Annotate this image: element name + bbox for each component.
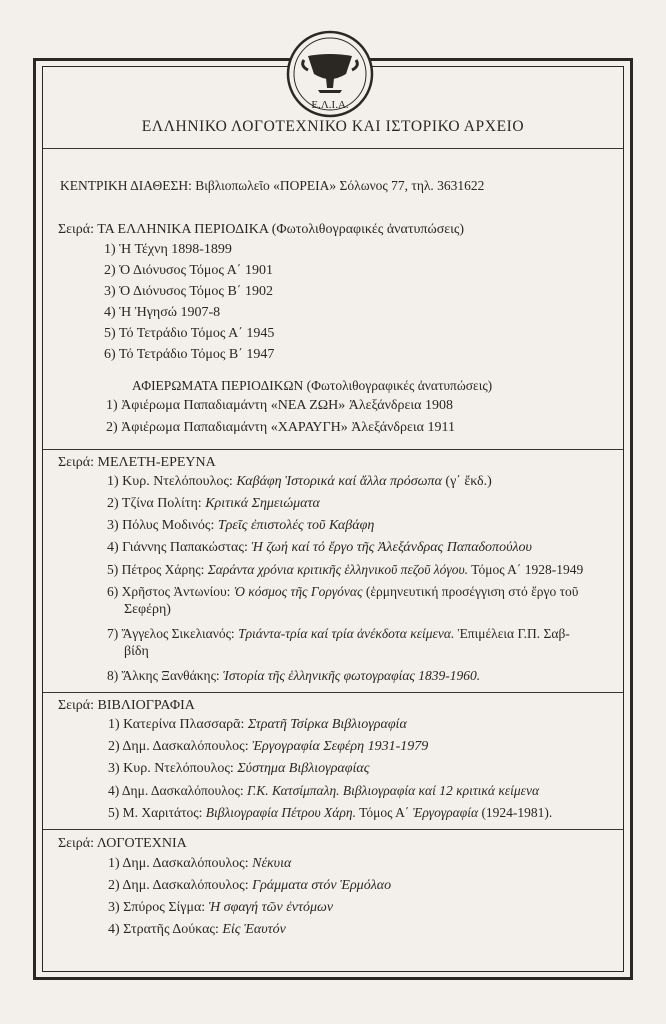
- series-bibliography-heading: Σειρά: ΒΙΒΛΙΟΓΡΑΦΙΑ: [58, 698, 195, 713]
- emblem-label: Ε.Λ.Ι.Α.: [311, 99, 349, 111]
- list-item-continuation: βίδη: [124, 644, 149, 659]
- list-item: 3) Πόλυς Μοδινός: Τρεῖς ἐπιστολές τοῦ Καβάφη: [107, 518, 375, 533]
- list-item: 1) Δημ. Δασκαλόπουλος: Νέκυια: [108, 856, 292, 871]
- page-title: ΕΛΛΗΝΙΚΟ ΛΟΓΟΤΕΧΝΙΚΟ ΚΑΙ ΙΣΤΟΡΙΚΟ ΑΡΧΕΙΟ: [141, 118, 525, 135]
- tributes-subheading: ΑΦΙΕΡΩΜΑΤΑ ΠΕΡΙΟΔΙΚΩΝ (Φωτολιθογραφικές ἀνατυπώσεις): [132, 378, 493, 393]
- section-divider: [43, 829, 623, 830]
- list-item: 2) Ἀφιέρωμα Παπαδιαμάντη «ΧΑΡΑΥΓΗ» Ἀλεξάνδρεια 1911: [106, 420, 455, 435]
- list-item: 1) Ἀφιέρωμα Παπαδιαμάντη «ΝΕΑ ΖΩΗ» Ἀλεξάνδρεια 1908: [106, 398, 453, 413]
- series-literature-heading: Σειρά: ΛΟΓΟΤΕΧΝΙΑ: [58, 836, 187, 851]
- list-item: 5) Πέτρος Χάρης: Σαράντα χρόνια κριτικῆς ἑλληνικοῦ πεζοῦ λόγου. Τόμος Α΄ 1928-1949: [107, 562, 584, 577]
- list-item: 2) Δημ. Δασκαλόπουλος: Γράμματα στόν Ἑρμόλαο: [108, 878, 392, 893]
- list-item: 2) Ὁ Διόνυσος Τόμος Α΄ 1901: [104, 263, 273, 278]
- list-item: 3) Ὁ Διόνυσος Τόμος Β΄ 1902: [104, 284, 273, 299]
- elia-emblem-icon: [286, 30, 374, 118]
- list-item: 7) Ἄγγελος Σικελιανός: Τριάντα-τρία καί τρία ἀνέκδοτα κείμενα. Ἐπιμέλεια Γ.Π. Σαβ-: [107, 626, 570, 641]
- list-item: 4) Δημ. Δασκαλόπουλος: Γ.Κ. Κατσίμπαλη. Βιβλιογραφία καί 12 κριτικά κείμενα: [108, 783, 540, 798]
- title-divider: [43, 148, 623, 149]
- section-divider: [43, 449, 623, 450]
- list-item: 4) Γιάννης Παπακώστας: Ἡ ζωή καί τό ἔργο τῆς Ἀλεξάνδρας Παπαδοπούλου: [107, 540, 532, 555]
- list-item: 3) Κυρ. Ντελόπουλος: Σύστημα Βιβλιογραφίας: [108, 761, 370, 776]
- distribution-line: ΚΕΝΤΡΙΚΗ ΔΙΑΘΕΣΗ: Βιβλιοπωλεῖο «ΠΟΡΕΙΑ» Σόλωνος 77, τηλ. 3631622: [60, 178, 485, 193]
- list-item: 6) Χρῆστος Ἀντωνίου: Ὁ κόσμος τῆς Γοργόνας (ἑρμηνευτική προσέγγιση στό ἔργο τοῦ: [107, 584, 579, 599]
- series-periodicals-heading: Σειρά: ΤΑ ΕΛΛΗΝΙΚΑ ΠΕΡΙΟΔΙΚΑ (Φωτολιθογραφικές ἀνατυπώσεις): [58, 222, 465, 237]
- list-item: 1) Κατερίνα Πλασσαρᾶ: Στρατῆ Τσίρκα Βιβλιογραφία: [108, 717, 407, 732]
- list-item-continuation: Σεφέρη): [124, 602, 171, 617]
- list-item: 6) Τό Τετράδιο Τόμος Β΄ 1947: [104, 347, 275, 362]
- list-item: 5) Τό Τετράδιο Τόμος Α΄ 1945: [104, 326, 275, 341]
- series-research-heading: Σειρά: ΜΕΛΕΤΗ-ΕΡΕΥΝΑ: [58, 455, 216, 470]
- list-item: 5) Μ. Χαριτάτος: Βιβλιογραφία Πέτρου Χάρη. Τόμος Α΄ Ἐργογραφία (1924-1981).: [108, 805, 553, 820]
- list-item: 1) Κυρ. Ντελόπουλος: Καβάφη Ἱστορικά καί ἄλλα πρόσωπα (γ΄ ἔκδ.): [107, 474, 492, 489]
- list-item: 8) Ἄλκης Ξανθάκης: Ἱστορία τῆς ἑλληνικῆς φωτογραφίας 1839-1960.: [107, 668, 481, 683]
- list-item: 3) Σπύρος Σίγμα: Ἡ σφαγή τῶν ἐντόμων: [108, 900, 334, 915]
- list-item: 4) Στρατῆς Δούκας: Εἰς Ἑαυτόν: [108, 922, 286, 937]
- section-divider: [43, 692, 623, 693]
- list-item: 2) Δημ. Δασκαλόπουλος: Ἐργογραφία Σεφέρη 1931-1979: [108, 739, 429, 754]
- list-item: 4) Ἡ Ἠγησώ 1907-8: [104, 305, 221, 320]
- list-item: 1) Ἡ Τέχνη 1898-1899: [104, 242, 232, 257]
- list-item: 2) Τζίνα Πολίτη: Κριτικά Σημειώματα: [107, 496, 320, 511]
